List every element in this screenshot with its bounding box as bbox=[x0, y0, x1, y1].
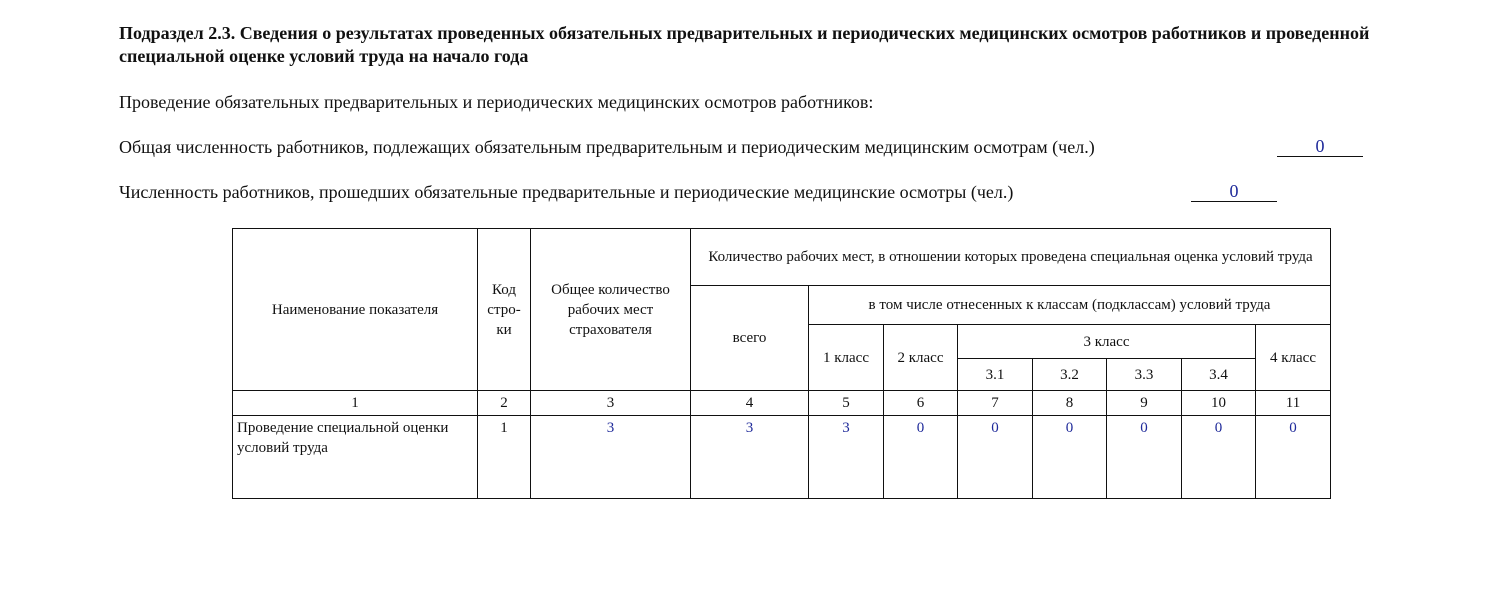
column-number: 6 bbox=[884, 391, 958, 416]
header-all: всего bbox=[691, 286, 809, 391]
row-code: 1 bbox=[478, 416, 531, 499]
column-number: 5 bbox=[809, 391, 884, 416]
total-employees-field[interactable]: 0 bbox=[1277, 136, 1363, 157]
row-subclass-3-2-value[interactable]: 0 bbox=[1033, 416, 1107, 499]
header-subclass-3-3: 3.3 bbox=[1107, 359, 1182, 391]
passed-employees-field[interactable]: 0 bbox=[1191, 181, 1277, 202]
row-class-1-value[interactable]: 3 bbox=[809, 416, 884, 499]
row-subclass-3-3-value[interactable]: 0 bbox=[1107, 416, 1182, 499]
header-sout-workplaces: Количество рабочих мест, в отношении которых проведена специальная оценка условий труда bbox=[691, 229, 1331, 286]
row-indicator-name: Проведение специальной оценки условий труда bbox=[233, 416, 478, 499]
row-all-value[interactable]: 3 bbox=[691, 416, 809, 499]
column-number: 8 bbox=[1033, 391, 1107, 416]
sout-table bbox=[232, 228, 1331, 499]
row-class-2-value[interactable]: 0 bbox=[884, 416, 958, 499]
header-subclass-3-2: 3.2 bbox=[1033, 359, 1107, 391]
table-row bbox=[233, 416, 1331, 499]
row-subclass-3-4-value[interactable]: 0 bbox=[1182, 416, 1256, 499]
column-number: 2 bbox=[478, 391, 531, 416]
column-number: 3 bbox=[531, 391, 691, 416]
passed-employees-label: Численность работников, прошедших обязательные предварительные и периодические медицинские осмотры (чел.) bbox=[119, 182, 1014, 202]
column-number: 4 bbox=[691, 391, 809, 416]
header-subclass-3-4: 3.4 bbox=[1182, 359, 1256, 391]
row-subclass-3-1-value[interactable]: 0 bbox=[958, 416, 1033, 499]
column-number: 1 bbox=[233, 391, 478, 416]
medical-exams-intro: Проведение обязательных предварительных и периодических медицинских осмотров работников: bbox=[119, 92, 874, 112]
header-total-workplaces: Общее количество рабочих мест страхователя bbox=[531, 229, 691, 391]
header-indicator-name: Наименование показателя bbox=[233, 229, 478, 391]
header-class-3: 3 класс bbox=[958, 325, 1256, 359]
header-class-2: 2 класс bbox=[884, 325, 958, 391]
column-number-row bbox=[233, 391, 1331, 416]
header-by-class: в том числе отнесенных к классам (подклассам) условий труда bbox=[809, 286, 1331, 325]
header-class-4: 4 класс bbox=[1256, 325, 1331, 391]
column-number: 9 bbox=[1107, 391, 1182, 416]
column-number: 10 bbox=[1182, 391, 1256, 416]
subsection-title: Подраздел 2.3. Сведения о результатах проведенных обязательных предварительных и периодических медицинских осмотров работников и проведенной специальной оценке условий труда на начало года bbox=[119, 23, 1370, 66]
header-class-1: 1 класс bbox=[809, 325, 884, 391]
header-subclass-3-1: 3.1 bbox=[958, 359, 1033, 391]
header-row-code: Код стро- ки bbox=[478, 229, 531, 391]
column-number: 11 bbox=[1256, 391, 1331, 416]
total-employees-label: Общая численность работников, подлежащих обязательным предварительным и периодическим медицинским осмотрам (чел.) bbox=[119, 137, 1095, 157]
row-class-4-value[interactable]: 0 bbox=[1256, 416, 1331, 499]
column-number: 7 bbox=[958, 391, 1033, 416]
row-total-workplaces-value[interactable]: 3 bbox=[531, 416, 691, 499]
